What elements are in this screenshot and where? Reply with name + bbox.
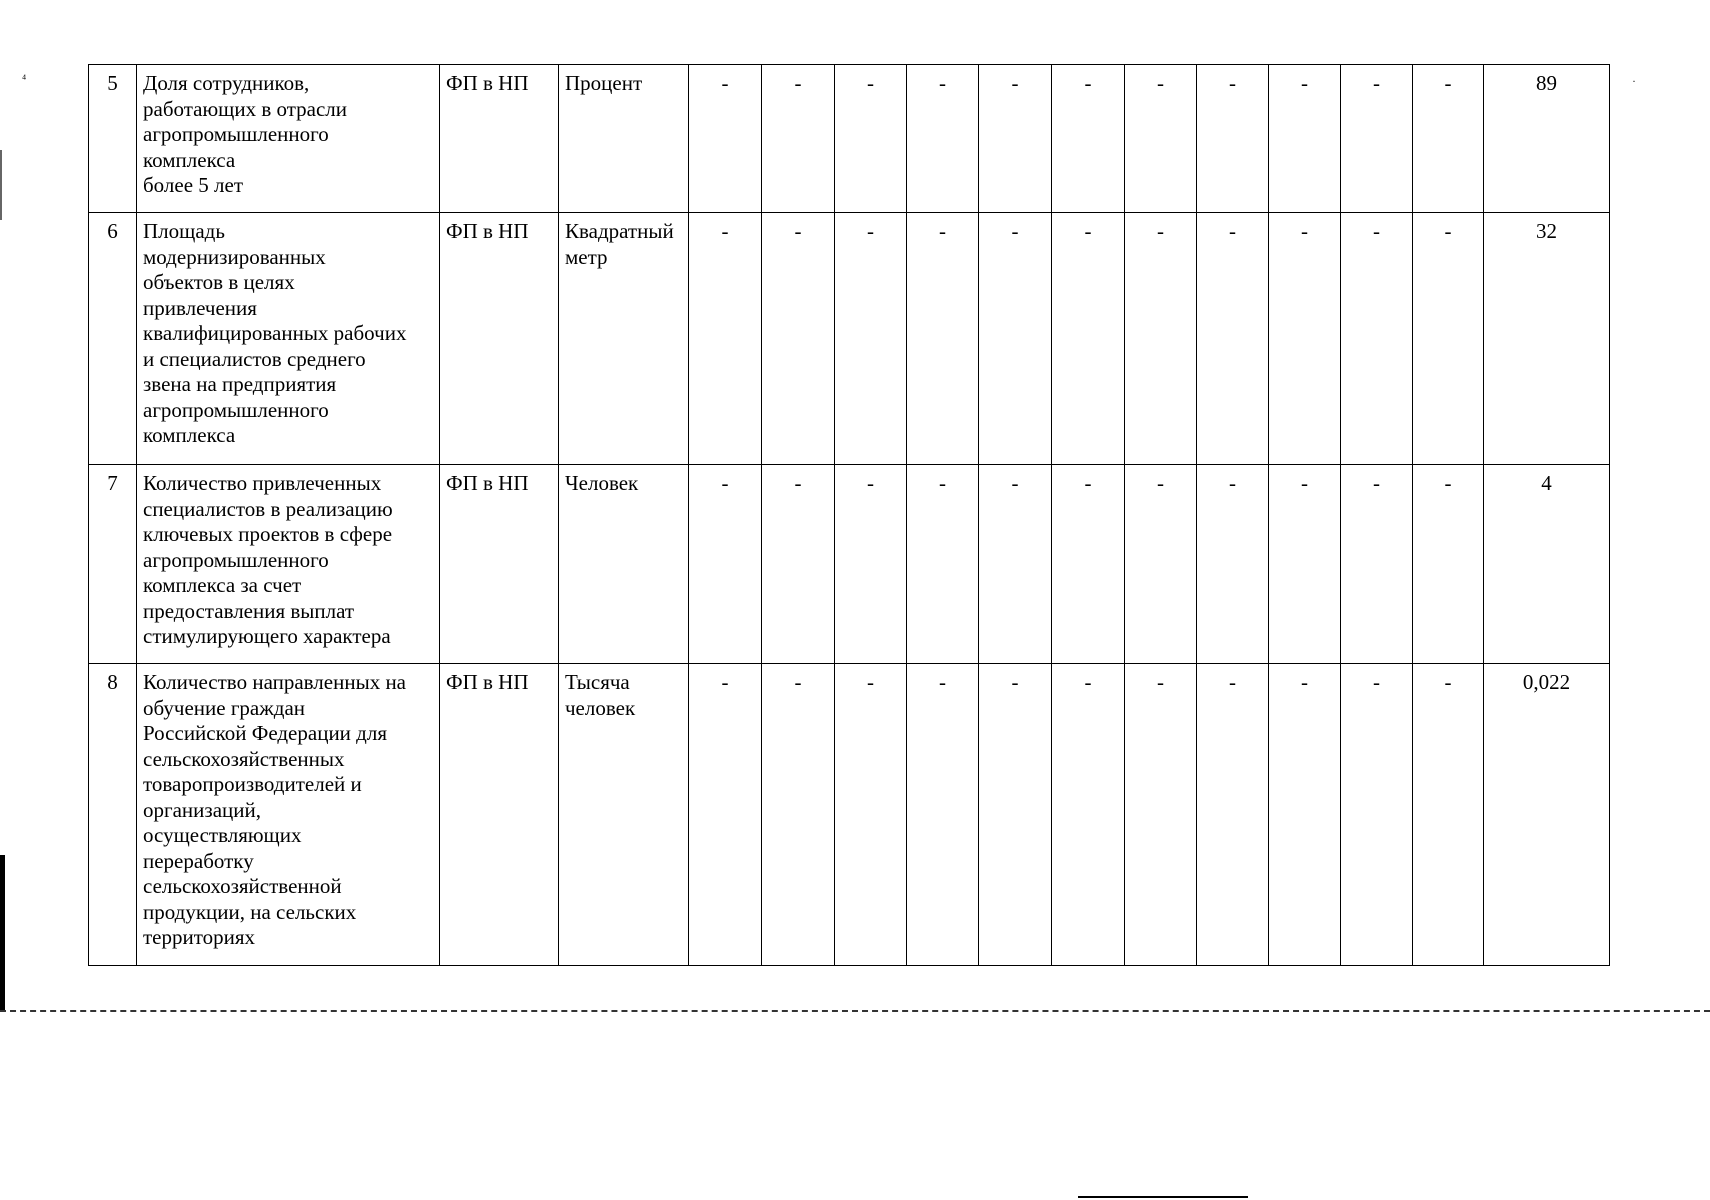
period-value: - (835, 213, 907, 465)
row-number: 7 (89, 465, 137, 664)
period-value: - (1341, 664, 1413, 966)
scan-fold-line (0, 1010, 1710, 1012)
period-value: - (1125, 213, 1197, 465)
period-value: - (1197, 664, 1269, 966)
period-value: - (1125, 664, 1197, 966)
indicators-table (88, 64, 1610, 966)
period-value: - (762, 213, 835, 465)
period-value: - (689, 664, 762, 966)
target-value: 89 (1484, 65, 1610, 213)
table-row (89, 213, 1610, 465)
period-value: - (979, 465, 1052, 664)
period-value: - (1197, 65, 1269, 213)
period-value: - (1413, 213, 1484, 465)
period-value: - (1125, 65, 1197, 213)
indicator-name: Доля сотрудников, работающих в отрасли агропромышленного комплекса более 5 лет (137, 65, 440, 213)
period-value: - (979, 65, 1052, 213)
period-value: - (979, 213, 1052, 465)
indicator-name: Площадь модернизированных объектов в целях привлечения квалифицированных рабочих и специалистов среднего звена на предприятия агропромышленного комплекса (137, 213, 440, 465)
row-number: 6 (89, 213, 137, 465)
period-value: - (907, 213, 979, 465)
indicator-type: ФП в НП (440, 213, 559, 465)
period-value: - (1052, 213, 1125, 465)
period-value: - (1341, 65, 1413, 213)
period-value: - (979, 664, 1052, 966)
unit-of-measure: Процент (559, 65, 689, 213)
table-row (89, 465, 1610, 664)
row-number: 5 (89, 65, 137, 213)
period-value: - (689, 65, 762, 213)
table-row (89, 65, 1610, 213)
period-value: - (1341, 213, 1413, 465)
indicator-type: ФП в НП (440, 664, 559, 966)
period-value: - (835, 65, 907, 213)
period-value: - (762, 664, 835, 966)
indicator-name: Количество привлеченных специалистов в реализацию ключевых проектов в сфере агропромышленного комплекса за счет предоставления выплат стимулирующего характера (137, 465, 440, 664)
period-value: - (1052, 65, 1125, 213)
unit-of-measure: Человек (559, 465, 689, 664)
period-value: - (835, 664, 907, 966)
period-value: - (762, 465, 835, 664)
period-value: - (1269, 213, 1341, 465)
period-value: - (762, 65, 835, 213)
period-value: - (835, 465, 907, 664)
period-value: - (1125, 465, 1197, 664)
indicator-type: ФП в НП (440, 65, 559, 213)
period-value: - (1052, 664, 1125, 966)
scan-edge-mark (0, 855, 5, 1010)
period-value: - (1269, 465, 1341, 664)
scan-speck: · (1632, 74, 1636, 88)
indicator-type: ФП в НП (440, 465, 559, 664)
table-body (89, 65, 1610, 966)
target-value: 4 (1484, 465, 1610, 664)
period-value: - (907, 664, 979, 966)
scan-edge-mark (0, 150, 2, 220)
unit-of-measure: Квадратный метр (559, 213, 689, 465)
period-value: - (1413, 65, 1484, 213)
period-value: - (1341, 465, 1413, 664)
period-value: - (689, 213, 762, 465)
table-row (89, 664, 1610, 966)
period-value: - (1269, 664, 1341, 966)
period-value: - (1197, 465, 1269, 664)
row-number: 8 (89, 664, 137, 966)
scan-bottom-rule (1078, 1196, 1248, 1198)
target-value: 0,022 (1484, 664, 1610, 966)
scan-speck: ⁴ (22, 72, 27, 86)
period-value: - (907, 65, 979, 213)
period-value: - (1413, 465, 1484, 664)
period-value: - (1197, 213, 1269, 465)
period-value: - (689, 465, 762, 664)
target-value: 32 (1484, 213, 1610, 465)
period-value: - (1052, 465, 1125, 664)
period-value: - (1413, 664, 1484, 966)
period-value: - (907, 465, 979, 664)
indicator-name: Количество направленных на обучение граждан Российской Федерации для сельскохозяйственных товаропроизводителей и организаций, осуществляющих переработку сельскохозяйственной продукции, на сельских территориях (137, 664, 440, 966)
period-value: - (1269, 65, 1341, 213)
unit-of-measure: Тысяча человек (559, 664, 689, 966)
